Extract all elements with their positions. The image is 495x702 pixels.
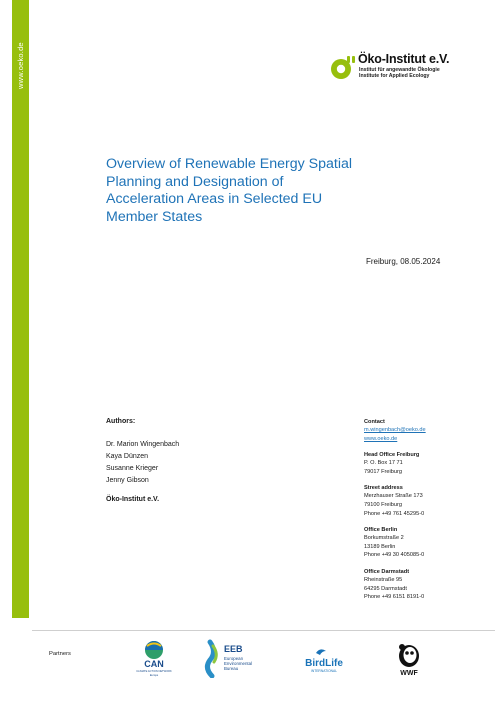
logo-subtitle-en: Institute for Applied Ecology <box>359 73 430 79</box>
eeb-name: EEB <box>224 644 243 654</box>
wwf-name: WWF <box>400 670 418 677</box>
office-berlin-line: Borkumstraße 2 <box>364 535 404 542</box>
contact-website-link[interactable]: www.oeko.de <box>364 435 398 442</box>
birdlife-name: BirdLife <box>305 658 343 669</box>
author-organization: Öko-Institut e.V. <box>106 496 160 503</box>
contact-block <box>364 418 484 443</box>
office-darmstadt-line: 64295 Darmstadt <box>364 585 407 592</box>
authors-list <box>106 439 179 487</box>
street-address-title: Street address <box>364 485 403 492</box>
author-name: Susanne Krieger <box>106 465 159 472</box>
footer-divider <box>32 630 495 631</box>
eeb-line: European <box>224 656 244 661</box>
eeb-line: Bureau <box>224 666 239 671</box>
logo-name: Öko-Institut e.V. <box>358 52 450 66</box>
street-address-line: Merzhauser Straße 173 <box>364 493 423 500</box>
birdlife-logo-icon <box>302 645 346 677</box>
author-name: Dr. Marion Wingenbach <box>106 441 180 448</box>
can-logo-icon <box>133 639 175 679</box>
office-darmstadt-phone: Phone +49 6151 8191-0 <box>364 594 425 601</box>
head-office-line: 79017 Freiburg <box>364 468 402 475</box>
contact-column <box>364 418 484 610</box>
can-subtitle: CLIMATE ACTION NETWORK <box>136 670 172 673</box>
wwf-logo <box>396 642 422 678</box>
authors-heading: Authors: <box>106 418 136 425</box>
head-office-block <box>364 451 484 476</box>
panda-icon <box>396 642 422 678</box>
office-darmstadt-block <box>364 568 484 602</box>
eeb-logo <box>204 638 266 678</box>
contact-heading: Contact <box>364 419 385 425</box>
logo-subtitle-de: Institut für angewandte Ökologie <box>359 67 440 73</box>
office-berlin-phone: Phone +49 30 405085-0 <box>364 552 425 559</box>
office-darmstadt-line: Rheinstraße 95 <box>364 576 403 583</box>
oeko-institut-logo-icon <box>330 54 358 82</box>
partners-label: Partners <box>49 651 71 657</box>
oeko-institut-logo <box>330 52 470 86</box>
publication-date: Freiburg, 08.05.2024 <box>366 257 441 266</box>
author-name: Kaya Dünzen <box>106 453 149 460</box>
sidebar-url[interactable]: www.oeko.de <box>16 42 25 90</box>
contact-email-link[interactable]: m.wingenbach@oeko.de <box>364 427 426 433</box>
eeb-logo-icon <box>204 638 266 678</box>
can-name: CAN <box>144 659 164 669</box>
office-berlin-block <box>364 526 484 560</box>
document-title: Overview of Renewable Energy Spatial Planning and Designation of Acceleration Areas in Selected EU Member States <box>106 156 353 225</box>
can-logo <box>133 639 175 679</box>
eeb-line: Environmental <box>224 661 253 666</box>
street-address-line: 79100 Freiburg <box>364 501 402 508</box>
author-name: Jenny Gibson <box>106 477 149 484</box>
office-darmstadt-title: Office Darmstadt <box>364 568 410 575</box>
street-address-phone: Phone +49 761 45295-0 <box>364 510 425 517</box>
sidebar-green-bar <box>12 0 29 618</box>
head-office-title: Head Office Freiburg <box>364 452 420 459</box>
head-office-line: P. O. Box 17 71 <box>364 460 403 467</box>
street-address-block <box>364 484 484 518</box>
office-berlin-title: Office Berlin <box>364 527 398 534</box>
birdlife-subtitle: INTERNATIONAL <box>310 669 338 673</box>
can-region: Europe <box>149 674 159 677</box>
birdlife-logo <box>302 645 346 677</box>
office-berlin-line: 13189 Berlin <box>364 543 396 550</box>
